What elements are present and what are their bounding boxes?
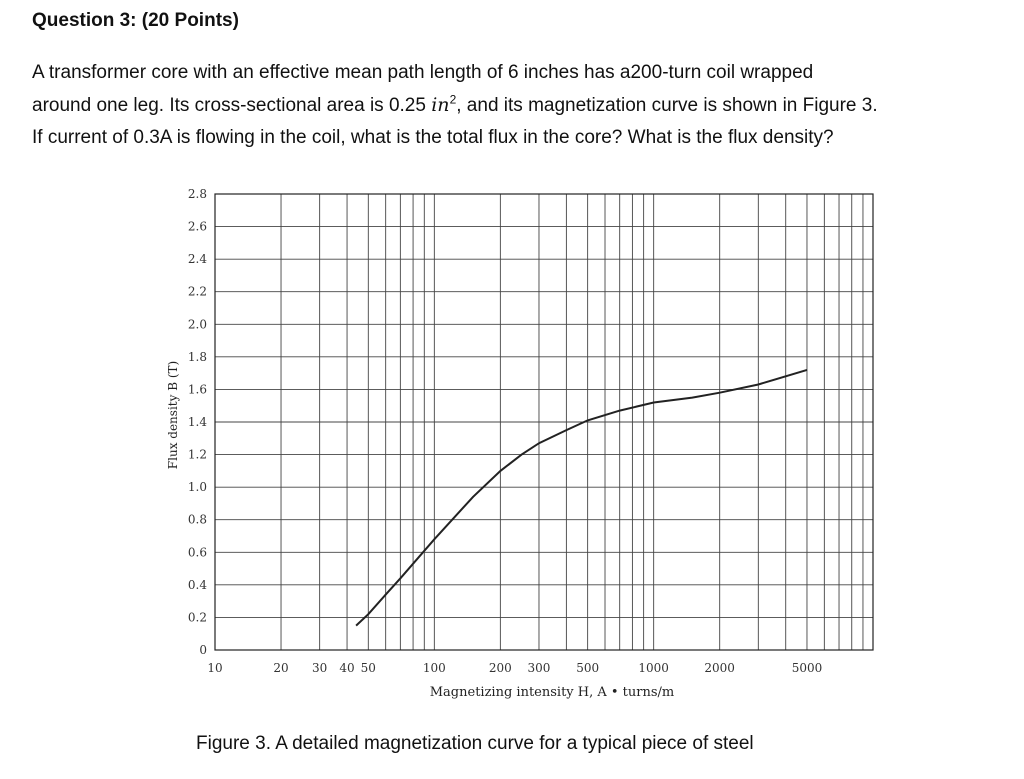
x-tick-label: 2000: [704, 661, 735, 675]
x-tick-label: 1000: [638, 661, 669, 675]
y-tick-label: 1.4: [187, 415, 207, 429]
y-tick-label: 0.4: [187, 577, 207, 592]
area-unit-variable: in: [431, 94, 450, 116]
x-tick-label: 500: [576, 661, 600, 675]
x-axis-label: Magnetizing intensity H, A • turns/m: [429, 685, 675, 700]
y-tick-labels: [188, 187, 207, 657]
figure-caption: Figure 3. A detailed magnetization curve for a typical piece of steel: [196, 733, 754, 754]
y-tick-label: 2.4: [187, 252, 207, 267]
question-line-1: A transformer core with an effective mean path length of 6 inches has a200-turn coil wrapped: [32, 62, 814, 83]
y-tick-label: 2.6: [187, 219, 207, 234]
x-tick-label: 200: [488, 661, 512, 675]
y-tick-label: 0.8: [187, 512, 207, 527]
chart-grid: [215, 194, 873, 650]
x-tick-label: 50: [360, 661, 376, 675]
y-tick-label: 1.8: [187, 349, 207, 364]
x-tick-label: 30: [312, 661, 328, 675]
question-line-3: If current of 0.3A is flowing in the coil, what is the total flux in the core? What is the flux density?: [32, 127, 834, 148]
x-tick-label: 40: [339, 661, 355, 675]
curve-layer: [356, 370, 807, 626]
y-tick-label: 1.0: [187, 480, 207, 495]
y-tick-label: 2.0: [187, 317, 207, 332]
x-tick-label: 20: [273, 661, 289, 675]
question-line-2-end: , and its magnetization curve is shown in Figure 3.: [456, 95, 878, 116]
y-tick-label: 2.8: [187, 187, 207, 201]
y-tick-label: 0.6: [187, 545, 207, 560]
x-tick-labels: [207, 661, 822, 675]
y-axis-label: Flux density B (T): [166, 360, 180, 470]
x-tick-label: 100: [422, 661, 446, 675]
question-line-2-start: around one leg. Its cross-sectional area is 0.25: [32, 95, 432, 116]
y-tick-label: 1.2: [187, 447, 207, 462]
area-unit-exponent: 2: [449, 92, 457, 107]
magnetization-curve: [356, 370, 807, 626]
y-tick-label: 2.2: [187, 284, 207, 299]
x-tick-label: 300: [527, 661, 551, 675]
y-tick-label: 1.6: [187, 382, 207, 397]
y-tick-label: 0: [199, 643, 207, 657]
y-tick-label: 0.2: [187, 610, 207, 625]
x-tick-label: 10: [207, 661, 223, 675]
x-tick-label: 5000: [791, 661, 823, 675]
question-title: Question 3: (20 Points): [32, 10, 239, 31]
